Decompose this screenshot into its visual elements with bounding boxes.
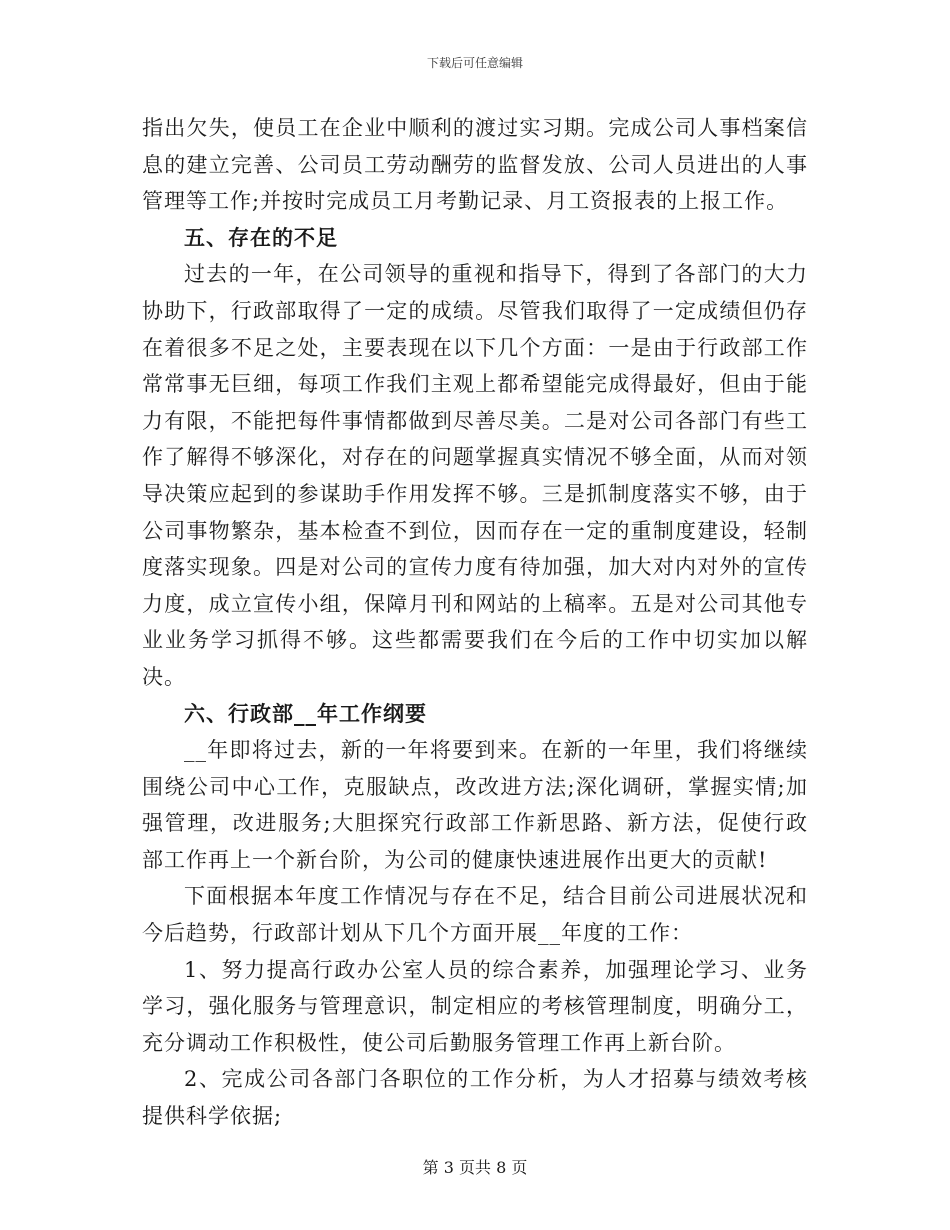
document-body bbox=[142, 110, 808, 1135]
page-number-footer: 第 3 页共 8 页 bbox=[422, 1158, 528, 1177]
paragraph: __年即将过去，新的一年将要到来。在新的一年里，我们将继续围绕公司中心工作，克服缺点，改改进方法;深化调研，掌握实情;加强管理，改进服务;大胆探究行政部工作新思路、新方法，促使行政部工作再上一个新台阶，为公司的健康快速进展作出更大的贡献! bbox=[142, 738, 808, 872]
paragraph: 指出欠失，使员工在企业中顺利的渡过实习期。完成公司人事档案信息的建立完善、公司员工劳动酬劳的监督发放、公司人员进出的人事管理等工作;并按时完成员工月考勤记录、月工资报表的上报工作。 bbox=[142, 116, 808, 214]
paragraph: 过去的一年，在公司领导的重视和指导下，得到了各部门的大力协助下，行政部取得了一定的成绩。尽管我们取得了一定成绩但仍存在着很多不足之处，主要表现在以下几个方面：一是由于行政部工作常常事无巨细，每项工作我们主观上都希望能完成得最好，但由于能力有限，不能把每件事情都做到尽善尽美。二是对公司各部门有些工作了解得不够深化，对存在的问题掌握真实情况不够全面，从而对领导决策应起到的参谋助手作用发挥不够。三是抓制度落实不够，由于公司事物繁杂，基本检查不到位，因而存在一定的重制度建设，轻制度落实现象。四是对公司的宣传力度有待加强，加大对内对外的宣传力度，成立宣传小组，保障月刊和网站的上稿率。五是对公司其他专业业务学习抓得不够。这些都需要我们在今后的工作中切实加以解决。 bbox=[142, 262, 808, 689]
section-heading: 五、存在的不足 bbox=[184, 224, 338, 250]
paragraph: 2、完成公司各部门各职位的工作分析，为人才招募与绩效考核提供科学依据; bbox=[142, 1067, 808, 1129]
header-note: 下载后可任意编辑 bbox=[426, 56, 523, 70]
paragraph: 1、努力提高行政办公室人员的综合素养，加强理论学习、业务学习，强化服务与管理意识，制定相应的考核管理制度，明确分工，充分调动工作积极性，使公司后勤服务管理工作再上新台阶。 bbox=[142, 957, 808, 1055]
paragraph: 下面根据本年度工作情况与存在不足，结合目前公司进展状况和今后趋势，行政部计划从下几个方面开展__年度的工作： bbox=[142, 884, 808, 946]
section-heading: 六、行政部__年工作纲要 bbox=[184, 700, 427, 726]
